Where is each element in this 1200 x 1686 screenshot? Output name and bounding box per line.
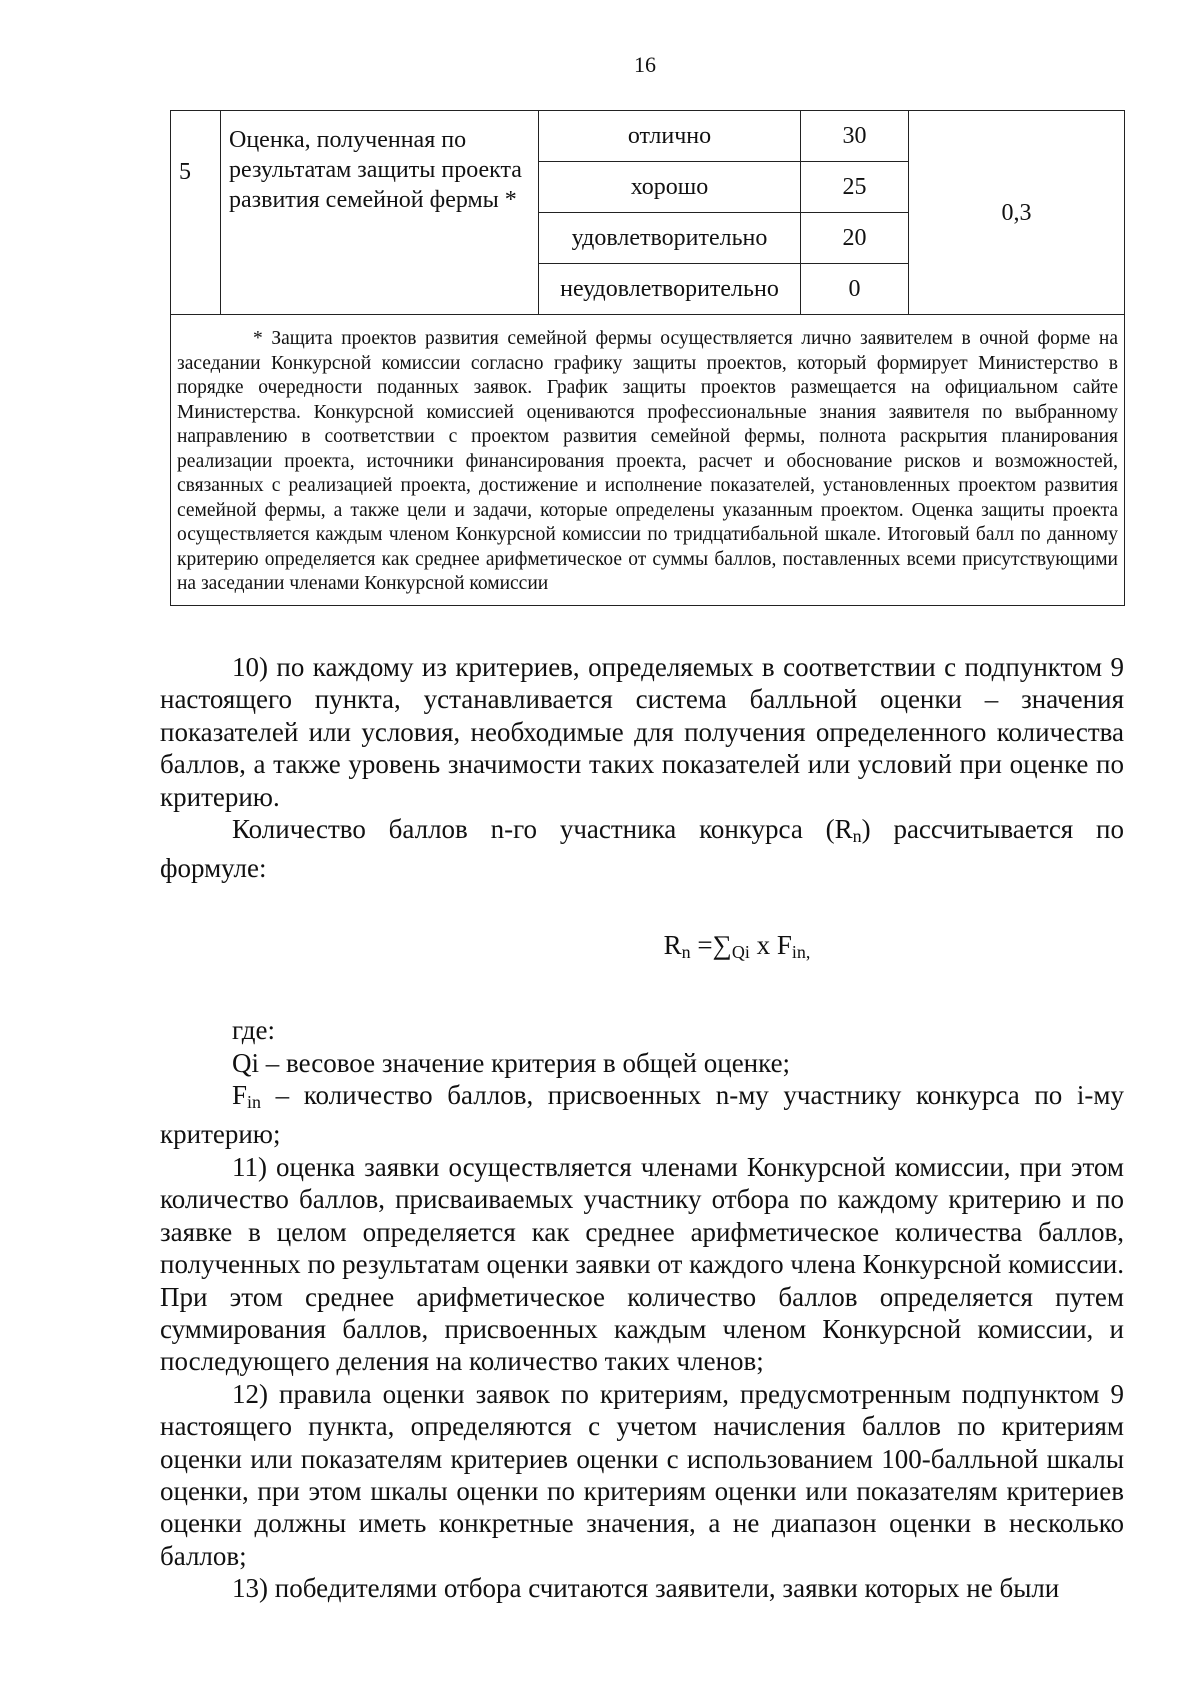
table-footnote — [171, 315, 1125, 606]
grade-points: 0 — [801, 264, 909, 315]
document-body — [160, 651, 1124, 1605]
grade-points: 25 — [801, 162, 909, 213]
qi-definition: Qi – весовое значение критерия в общей оценке; — [232, 1047, 791, 1078]
fin-definition: $F_{in}$ – количество баллов, присвоенных n-му участнику конкурса по i-му критерию; — [160, 1080, 1124, 1150]
criterion-weight: 0,3 — [909, 111, 1125, 315]
paragraph-12: 12) правила оценки заявок по критериям, предусмотренным подпунктом 9 настоящего пункта, определяются с учетом начисления баллов по критериям оценки или показателям критериев оценки с использованием 100-балльной шкалы оценки, при этом шкалы оценки по критериям оценки или показателям критериев оценки должны иметь конкретные значения, а не диапазон оценки в несколько баллов; — [160, 1378, 1124, 1571]
score-intro: Количество баллов n-го участника конкурса $(R_n)$ рассчитывается по формуле: — [160, 814, 1124, 884]
criteria-table — [170, 110, 1125, 606]
grade-label: хорошо — [539, 162, 801, 213]
paragraph-11: 11) оценка заявки осуществляется членами Конкурсной комиссии, при этом количество баллов, присваиваемых участнику отбора по каждому критерию и по заявке в целом определяется как среднее арифметическое количества баллов, полученных по результатам оценки заявки от каждого члена Конкурсной комиссии. При этом среднее арифметическое количество баллов определяется путем суммирования баллов, присвоенных каждым членом Конкурсной комиссии, и последующего деления на количество таких членов; — [160, 1151, 1124, 1377]
table-row — [171, 315, 1125, 606]
table-row — [171, 111, 1125, 162]
score-formula: $R_n =\sum_{Qi}$ x $F_{in,}$ — [663, 929, 811, 962]
paragraph-13: 13) победителями отбора считаются заявители, заявки которых не были — [232, 1573, 1060, 1604]
where-label: где: — [232, 1015, 275, 1046]
grade-label: неудовлетворительно — [539, 264, 801, 315]
grade-label: удовлетворительно — [539, 213, 801, 264]
row-number: 5 — [171, 111, 221, 315]
grade-label: отлично — [539, 111, 801, 162]
footnote-text: * Защита проектов развития семейной фермы осуществляется лично заявителем в очной форме на заседании Конкурсной комиссии согласно графику защиты проектов, который формирует Министерство в порядке очередности поданных заявок. График защиты проектов размещается на официальном сайте Министерства. Конкурсной комиссией оцениваются профессиональные знания заявителя по выбранному направлению в соответствии с проектом развития семейной фермы, полнота раскрытия планирования реализации проекта, источники финансирования проекта, расчет и обоснование рисков и возможностей, связанных с реализацией проекта, достижение и исполнение показателей, установленных проектом развития семейной фермы, а также цели и задачи, которые определены указанным проектом. Оценка защиты проекта осуществляется каждым членом Конкурсной комиссии по тридцатибальной шкале. Итоговый балл по данному критерию определяется как среднее арифметическое от суммы баллов, поставленных всеми присутствующими на заседании членами Конкурсной комиссии — [177, 328, 1118, 594]
grade-points: 30 — [801, 111, 909, 162]
page-number: 16 — [634, 52, 656, 77]
paragraph-10: 10) по каждому из критериев, определяемых в соответствии с подпунктом 9 настоящего пункта, устанавливается система балльной оценки – значения показателей или условия, необходимые для получения определенного количества баллов, а также уровень значимости таких показателей или условий при оценке по критерию. — [160, 652, 1124, 812]
criterion-name: Оценка, полученная по результатам защиты проекта развития семейной фермы * — [221, 111, 539, 315]
grade-points: 20 — [801, 213, 909, 264]
